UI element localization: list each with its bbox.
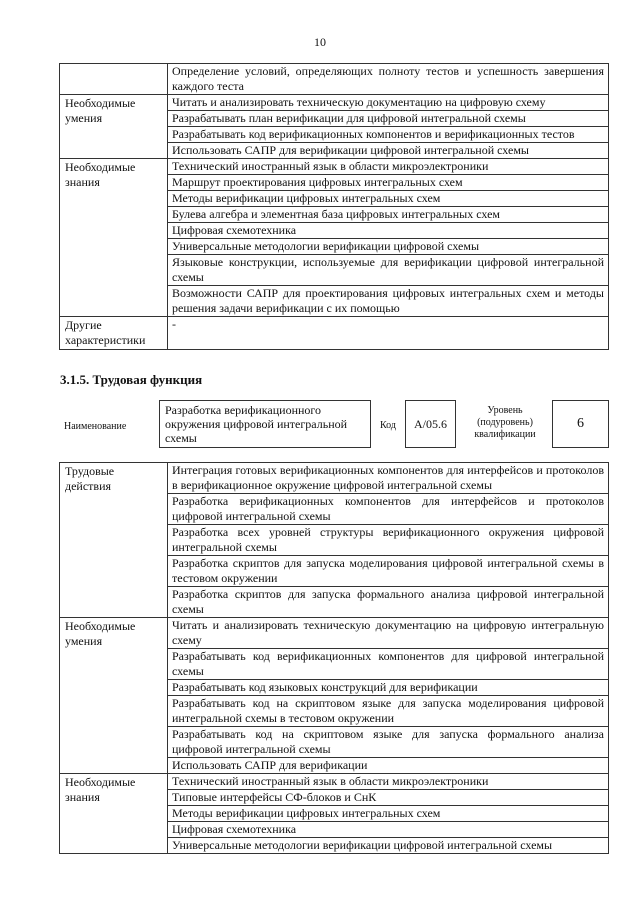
- name-label: Наименование: [64, 421, 127, 432]
- row-item-text: Методы верификации цифровых интегральных схем: [168, 191, 609, 207]
- row-category-label: [60, 64, 168, 95]
- table-row: [60, 95, 609, 111]
- page-number: 10: [314, 35, 326, 49]
- table-row: [60, 463, 609, 494]
- row-item-text: Разработка скриптов для запуска моделирования цифровой интегральной схемы в тестовом окружении: [168, 556, 609, 587]
- row-item-text: Цифровая схемотехника: [168, 822, 609, 838]
- row-item-text: Методы верификации цифровых интегральных схем: [168, 806, 609, 822]
- row-item-text: Разработка всех уровней структуры верификационного окружения цифровой интегральной схемы: [168, 525, 609, 556]
- row-category-label: Необходимые знания: [60, 159, 168, 317]
- qualification-level-label: Уровень (подуровень) квалификации: [474, 405, 536, 440]
- requirements-table-top: [59, 63, 609, 350]
- row-item-text: Маршрут проектирования цифровых интегральных схем: [168, 175, 609, 191]
- row-item-text: Разработка верификационных компонентов для интерфейсов и протоколов цифровой интегральной схемы: [168, 494, 609, 525]
- row-item-text: Универсальные методологии верификации цифровой интегральной схемы: [168, 838, 609, 854]
- row-item-text: Типовые интерфейсы СФ-блоков и СнК: [168, 790, 609, 806]
- code-label: Код: [380, 420, 396, 431]
- row-category-label: Необходимые умения: [60, 95, 168, 159]
- row-item-text: -: [168, 317, 609, 350]
- row-item-text: Разрабатывать код на скриптовом языке для запуска моделирования цифровой интегральной схемы в тестовом окружении: [168, 696, 609, 727]
- row-item-text: Разработка скриптов для запуска формального анализа цифровой интегральной схемы: [168, 587, 609, 618]
- table-row: [60, 159, 609, 175]
- table-row: [60, 618, 609, 649]
- row-item-text: Интеграция готовых верификационных компонентов для интерфейсов и протоколов в верификационное окружение цифровой интегральной схемы: [168, 463, 609, 494]
- row-item-text: Разрабатывать план верификации для цифровой интегральной схемы: [168, 111, 609, 127]
- table-body: [60, 64, 609, 350]
- table-row: [60, 64, 609, 95]
- row-item-text: Читать и анализировать техническую документацию на цифровую интегральную схему: [168, 618, 609, 649]
- code-value-box: A/05.6: [405, 400, 456, 448]
- row-item-text: Разрабатывать код верификационных компонентов для цифровой интегральной схемы: [168, 649, 609, 680]
- row-item-text: Возможности САПР для проектирования цифровых интегральных схем и методы решения задачи верификации с их помощью: [168, 286, 609, 317]
- row-item-text: Цифровая схемотехника: [168, 223, 609, 239]
- table-body: [60, 463, 609, 854]
- name-value-box: Разработка верификационного окружения цифровой интегральной схемы: [159, 400, 371, 448]
- row-item-text: Читать и анализировать техническую документацию на цифровую схему: [168, 95, 609, 111]
- row-item-text: Разрабатывать код верификационных компонентов и верификационных тестов: [168, 127, 609, 143]
- row-item-text: Разрабатывать код на скриптовом языке для запуска формального анализа цифровой интегральной схемы: [168, 727, 609, 758]
- row-item-text: Определение условий, определяющих полноту тестов и успешность завершения каждого теста: [168, 64, 609, 95]
- row-item-text: Технический иностранный язык в области микроэлектроники: [168, 159, 609, 175]
- row-item-text: Технический иностранный язык в области микроэлектроники: [168, 774, 609, 790]
- row-item-text: Использовать САПР для верификации: [168, 758, 609, 774]
- table-row: [60, 317, 609, 350]
- row-item-text: Использовать САПР для верификации цифровой интегральной схемы: [168, 143, 609, 159]
- row-item-text: Булева алгебра и элементная база цифровых интегральных схем: [168, 207, 609, 223]
- qualification-level-box: 6: [552, 400, 609, 448]
- row-item-text: Языковые конструкции, используемые для верификации цифровой интегральной схемы: [168, 255, 609, 286]
- table-row: [60, 774, 609, 790]
- labor-function-table: [59, 462, 609, 854]
- section-title: 3.1.5. Трудовая функция: [60, 372, 203, 387]
- row-category-label: Необходимые умения: [60, 618, 168, 774]
- row-item-text: Разрабатывать код языковых конструкций для верификации: [168, 680, 609, 696]
- row-category-label: Трудовые действия: [60, 463, 168, 618]
- row-category-label: Необходимые знания: [60, 774, 168, 854]
- row-item-text: Универсальные методологии верификации цифровой схемы: [168, 239, 609, 255]
- row-category-label: Другие характеристики: [60, 317, 168, 350]
